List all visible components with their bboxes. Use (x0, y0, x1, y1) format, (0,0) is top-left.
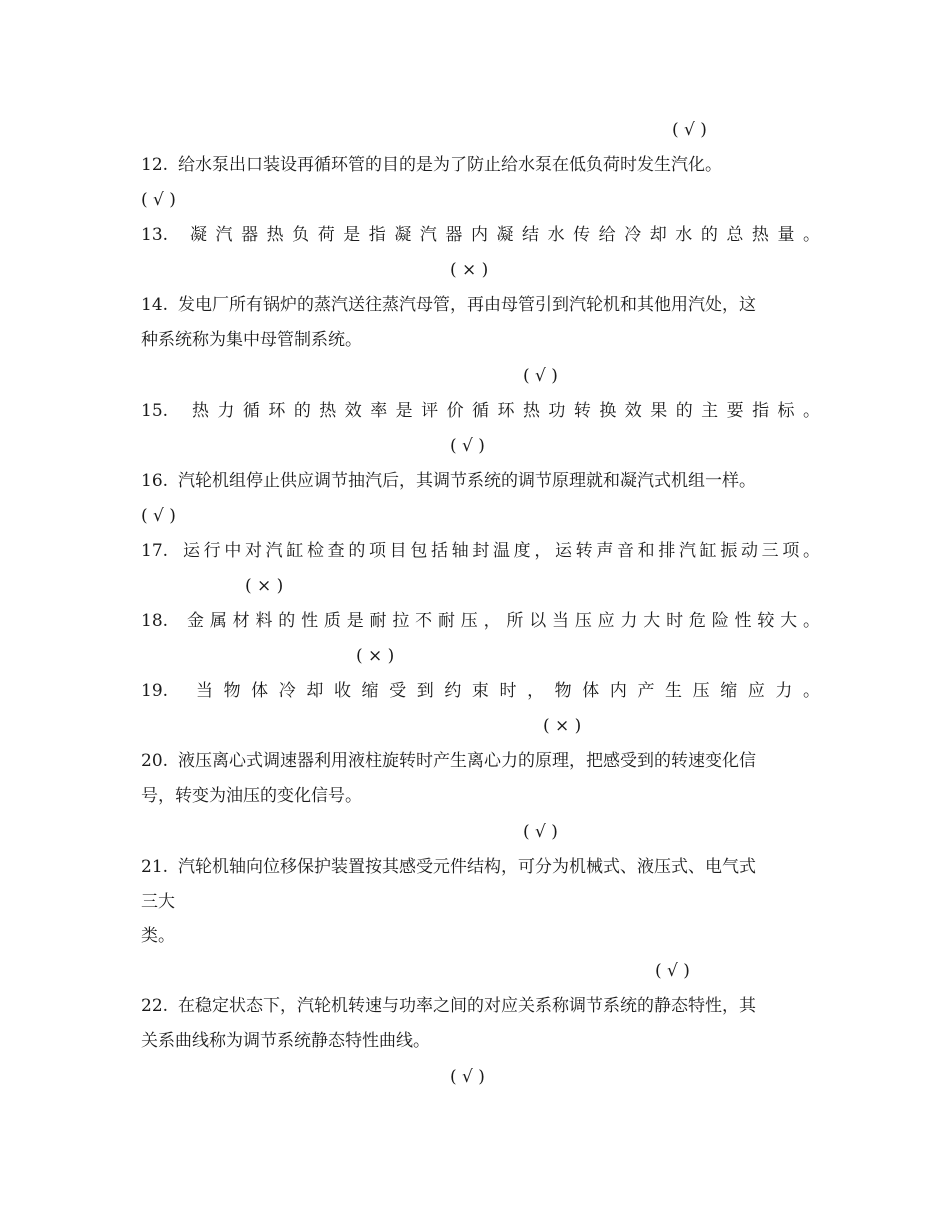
answer-mark: ( × ) (245, 576, 284, 596)
answer-mark: ( √ ) (450, 1067, 485, 1087)
question-text: 金属材料的性质是耐拉不耐压，所以当压应力大时危险性较大。 (187, 611, 820, 631)
question-text-continued: 种系统称为集中母管制系统。 (141, 330, 362, 350)
question-text: 液压离心式调速器利用液柱旋转时产生离心力的原理，把感受到的转速变化信 (178, 751, 756, 771)
question-number: 15. (141, 401, 169, 421)
question-number: 21. (141, 857, 169, 877)
answer-mark: ( √ ) (523, 822, 558, 842)
question-text-continued: 类。 (141, 926, 175, 946)
question-number: 16. (141, 471, 169, 491)
question-text: 热力循环的热效率是评价循环热功转换效果的主要指标。 (192, 401, 820, 421)
answer-mark: ( × ) (543, 716, 582, 736)
question-text: 在稳定状态下，汽轮机转速与功率之间的对应关系称调节系统的静态特性，其 (178, 996, 756, 1016)
question-text: 汽轮机组停止供应调节抽汽后，其调节系统的调节原理就和凝汽式机组一样。 (178, 471, 756, 491)
question-text: 运行中对汽缸检查的项目包括轴封温度，运转声音和排汽缸振动三项。 (183, 541, 820, 561)
question-number: 19. (141, 681, 169, 701)
question-text: 当物体冷却收缩受到约束时，物体内产生压缩应力。 (196, 681, 820, 701)
question-text: 发电厂所有锅炉的蒸汽送往蒸汽母管，再由母管引到汽轮机和其他用汽处，这 (178, 295, 756, 315)
question-text-continued: 关系曲线称为调节系统静态特性曲线。 (141, 1031, 430, 1051)
question-number: 12. (141, 155, 169, 175)
answer-mark: ( √ ) (450, 436, 485, 456)
answer-mark: ( √ ) (523, 366, 558, 386)
question-text: 汽轮机轴向位移保护装置按其感受元件结构，可分为机械式、液压式、电气式 (178, 857, 756, 877)
question-number: 13. (141, 225, 169, 245)
answer-mark: ( √ ) (141, 190, 176, 210)
question-number: 22. (141, 996, 169, 1016)
question-number: 17. (141, 541, 169, 561)
question-number: 18. (141, 611, 169, 631)
question-number: 14. (141, 295, 169, 315)
answer-mark: ( × ) (450, 260, 489, 280)
answer-mark: ( √ ) (141, 506, 176, 526)
question-text: 凝汽器热负荷是指凝汽器内凝结水传给冷却水的总热量。 (190, 225, 820, 245)
question-text: 给水泵出口装设再循环管的目的是为了防止给水泵在低负荷时发生汽化。 (178, 155, 722, 175)
answer-mark: ( √ ) (672, 120, 707, 140)
question-text-continued: 三大 (141, 892, 175, 912)
answer-mark: ( √ ) (655, 961, 690, 981)
answer-mark: ( × ) (356, 646, 395, 666)
question-number: 20. (141, 751, 169, 771)
question-text-continued: 号，转变为油压的变化信号。 (141, 786, 362, 806)
